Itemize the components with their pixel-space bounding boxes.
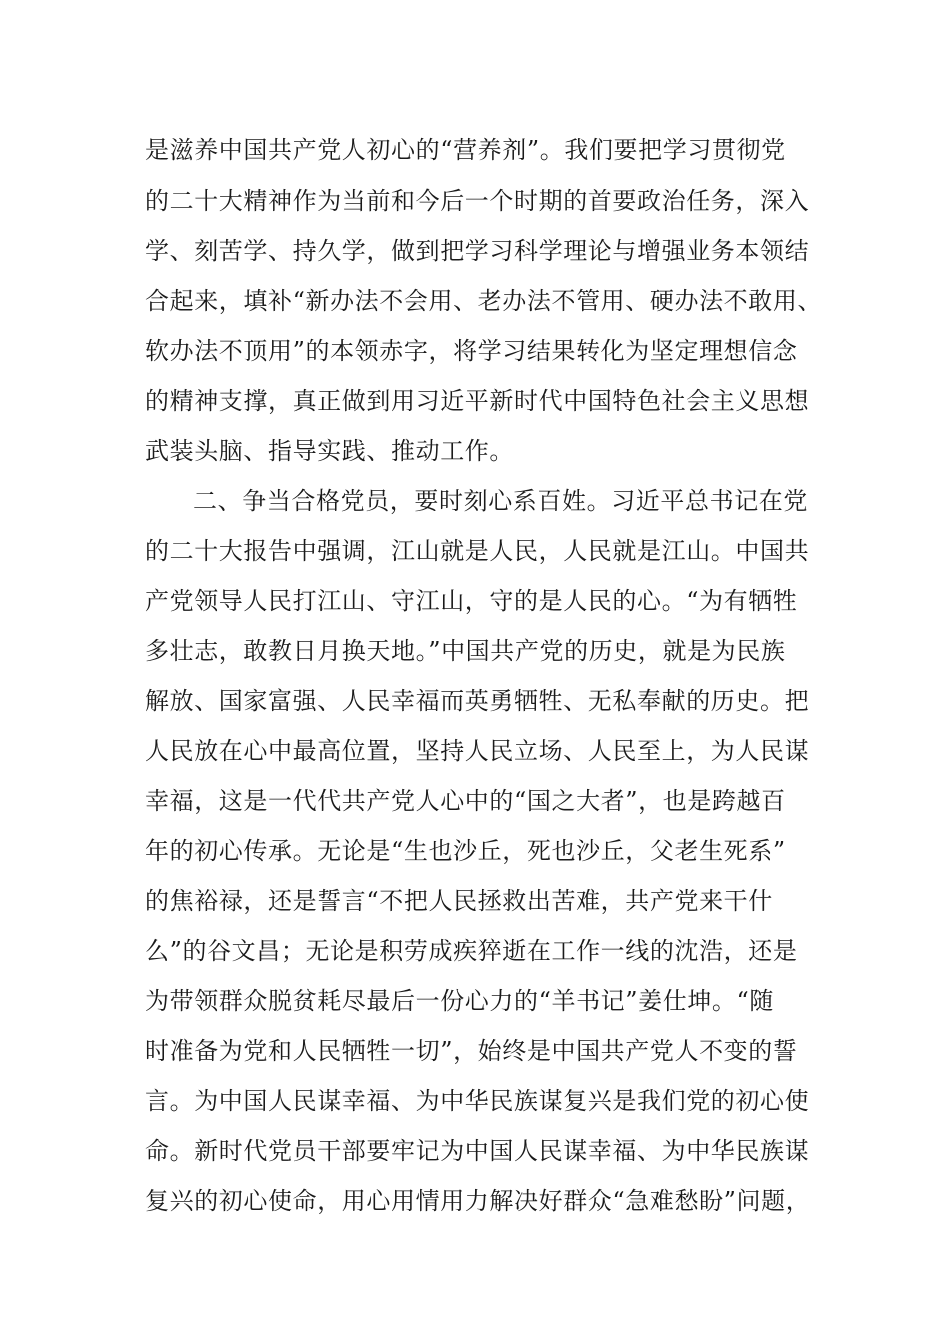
text-line: 的二十大报告中强调，江山就是人民，人民就是江山。中国共 <box>145 537 810 565</box>
text-line: 的精神支撑，真正做到用习近平新时代中国特色社会主义思想 <box>145 387 810 415</box>
text-line: 言。为中国人民谋幸福、为中华民族谋复兴是我们党的初心使 <box>145 1087 810 1115</box>
text-line: 幸福，这是一代代共产党人心中的“国之大者”，也是跨越百 <box>145 787 786 815</box>
text-line: 年的初心传承。无论是“生也沙丘，死也沙丘，父老生死系” <box>145 837 786 865</box>
text-line: 命。新时代党员干部要牢记为中国人民谋幸福、为中华民族谋 <box>145 1137 810 1165</box>
text-line: 合起来，填补“新办法不会用、老办法不管用、硬办法不敢用、 <box>145 287 823 315</box>
text-line: 学、刻苦学、持久学，做到把学习科学理论与增强业务本领结 <box>145 237 810 265</box>
text-line: 产党领导人民打江山、守江山，守的是人民的心。“为有牺牲 <box>145 587 798 615</box>
text-line: 软办法不顶用”的本领赤字，将学习结果转化为坚定理想信念 <box>145 337 798 365</box>
section-heading-line: 二、争当合格党员，要时刻心系百姓。习近平总书记在党 <box>193 487 808 515</box>
text-line: 复兴的初心使命，用心用情用力解决好群众“急难愁盼”问题， <box>145 1187 811 1215</box>
text-line: 的二十大精神作为当前和今后一个时期的首要政治任务，深入 <box>145 187 810 215</box>
text-line: 是滋养中国共产党人初心的“营养剂”。我们要把学习贯彻党 <box>145 136 786 164</box>
text-line: 武装头脑、指导实践、推动工作。 <box>145 437 514 465</box>
text-line: 为带领群众脱贫耗尽最后一份心力的“羊书记”姜仕坤。“随 <box>145 987 775 1015</box>
text-line: 的焦裕禄，还是誓言“不把人民拯救出苦难，共产党来干什 <box>145 887 773 915</box>
text-line: 时准备为党和人民牺牲一切”，始终是中国共产党人不变的誓 <box>145 1037 798 1065</box>
text-line: 多壮志，敢教日月换天地。”中国共产党的历史，就是为民族 <box>145 637 786 665</box>
text-line: 解放、国家富强、人民幸福而英勇牺牲、无私奉献的历史。把 <box>145 687 810 715</box>
text-line: 人民放在心中最高位置，坚持人民立场、人民至上，为人民谋 <box>145 737 810 765</box>
text-line: 么”的谷文昌；无论是积劳成疾猝逝在工作一线的沈浩，还是 <box>145 937 798 965</box>
